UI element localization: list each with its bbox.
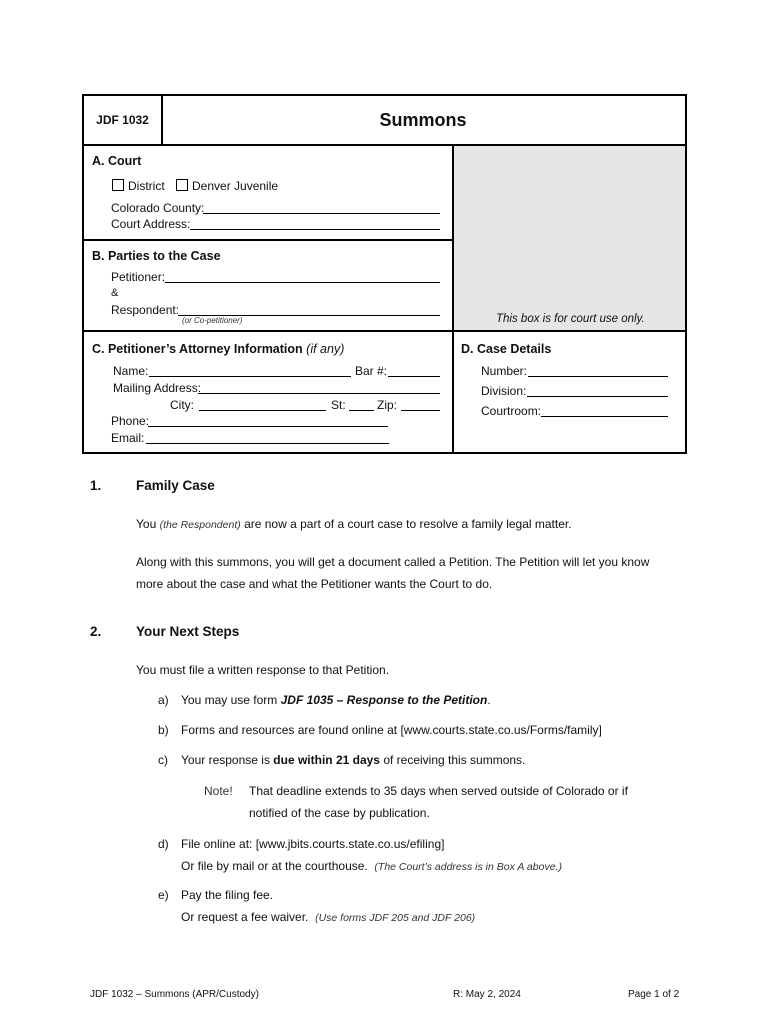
text: Or request a fee waiver. bbox=[181, 910, 309, 924]
step-a-text bbox=[181, 689, 491, 711]
fee-waiver-note: (Use forms JDF 205 and JDF 206) bbox=[315, 912, 476, 924]
section-d-heading: D. Case Details bbox=[461, 342, 552, 356]
step-b-text[interactable]: Forms and resources are found online at [www.courts.state.co.us/Forms/family] bbox=[181, 723, 602, 737]
deadline: due within 21 days bbox=[273, 753, 380, 767]
text: You bbox=[136, 517, 160, 531]
text: Or file by mail or at the courthouse. bbox=[181, 859, 368, 873]
courtroom-field[interactable] bbox=[541, 416, 668, 417]
court-use-note: This box is for court use only. bbox=[496, 313, 645, 325]
city-field[interactable] bbox=[199, 410, 326, 411]
court-use-box bbox=[454, 146, 685, 330]
respondent-label: Respondent: bbox=[111, 303, 180, 317]
page-title: Summons bbox=[379, 109, 467, 130]
step-d-letter: d) bbox=[158, 837, 169, 851]
item-1-heading: Family Case bbox=[136, 478, 215, 493]
phone-field[interactable] bbox=[148, 426, 388, 427]
checkbox-denver-juvenile[interactable] bbox=[176, 179, 278, 193]
row-divider-bc bbox=[84, 330, 685, 332]
note-line-1: That deadline extends to 35 days when served outside of Colorado or if bbox=[249, 784, 628, 798]
court-address-note: (The Court’s address is in Box A above.) bbox=[374, 861, 562, 873]
text: of receiving this summons. bbox=[379, 753, 526, 767]
section-a-heading: A. Court bbox=[92, 154, 142, 168]
item-2-number: 2. bbox=[90, 624, 102, 639]
checkbox-district-label: District bbox=[128, 179, 165, 193]
phone-label: Phone: bbox=[111, 414, 150, 428]
checkbox-box[interactable] bbox=[112, 179, 124, 191]
case-number-field[interactable] bbox=[528, 376, 668, 377]
step-e-line-1: Pay the filing fee. bbox=[181, 888, 274, 902]
form-id: JDF 1032 bbox=[84, 96, 163, 144]
email-field[interactable] bbox=[146, 443, 389, 444]
mailing-address-label: Mailing Address: bbox=[113, 381, 202, 395]
zip-field[interactable] bbox=[401, 410, 440, 411]
form-reference: JDF 1035 – Response to the Petition bbox=[280, 693, 488, 707]
respondent-note: (the Respondent) bbox=[159, 519, 241, 531]
text: Your response is bbox=[181, 753, 274, 767]
county-label: Colorado County: bbox=[111, 201, 205, 215]
courtroom-label: Courtroom: bbox=[481, 404, 542, 418]
text: . bbox=[487, 693, 491, 707]
item-2-intro: You must file a written response to that Petition. bbox=[136, 663, 390, 677]
item-1-number: 1. bbox=[90, 478, 102, 493]
state-label: St: bbox=[331, 398, 346, 412]
state-field[interactable] bbox=[349, 410, 374, 411]
form-header bbox=[82, 94, 687, 146]
mailing-address-field[interactable] bbox=[198, 393, 440, 394]
step-a-letter: a) bbox=[158, 693, 169, 707]
checkbox-box[interactable] bbox=[176, 179, 188, 191]
division-label: Division: bbox=[481, 384, 527, 398]
footer-form-name: JDF 1032 – Summons (APR/Custody) bbox=[90, 989, 259, 1000]
text: are now a part of a court case to resolve a family legal matter. bbox=[240, 517, 572, 531]
step-c-text bbox=[181, 749, 525, 771]
row-divider-ab bbox=[84, 239, 452, 241]
petitioner-field[interactable] bbox=[165, 282, 440, 283]
co-petitioner-note: (or Co-petitioner) bbox=[182, 316, 243, 325]
checkbox-district[interactable] bbox=[112, 179, 165, 193]
item-1-paragraph-2-line-1: Along with this summons, you will get a document called a Petition. The Petition will let you know bbox=[136, 555, 650, 569]
court-address-label: Court Address: bbox=[111, 217, 191, 231]
section-c-note: (if any) bbox=[306, 342, 345, 356]
email-label: Email: bbox=[111, 431, 145, 445]
section-c-heading bbox=[92, 342, 344, 356]
ampersand: & bbox=[111, 287, 119, 299]
footer-revision: R: May 2, 2024 bbox=[453, 989, 521, 1000]
step-d-line-1[interactable]: File online at: [www.jbits.courts.state.co.us/efiling] bbox=[181, 837, 445, 851]
step-e-line-2 bbox=[181, 906, 475, 929]
zip-label: Zip: bbox=[377, 398, 398, 412]
case-number-label: Number: bbox=[481, 364, 528, 378]
item-2-heading: Your Next Steps bbox=[136, 624, 240, 639]
item-1-paragraph-2-line-2: more about the case and what the Petitioner wants the Court to do. bbox=[136, 577, 493, 591]
step-b-letter: b) bbox=[158, 723, 169, 737]
checkbox-denver-label: Denver Juvenile bbox=[192, 179, 279, 193]
step-d-line-2 bbox=[181, 855, 562, 878]
step-e-letter: e) bbox=[158, 888, 169, 902]
county-field[interactable] bbox=[203, 213, 440, 214]
attorney-name-label: Name: bbox=[113, 364, 149, 378]
step-c-letter: c) bbox=[158, 753, 168, 767]
bar-number-label: Bar #: bbox=[355, 364, 388, 378]
section-c-title: C. Petitioner’s Attorney Information bbox=[92, 342, 303, 356]
footer-page-number: Page 1 of 2 bbox=[628, 989, 680, 1000]
court-address-field[interactable] bbox=[190, 229, 440, 230]
division-field[interactable] bbox=[527, 396, 668, 397]
petitioner-label: Petitioner: bbox=[111, 270, 166, 284]
note-label: Note! bbox=[204, 784, 233, 798]
bar-number-field[interactable] bbox=[388, 376, 440, 377]
text: You may use form bbox=[181, 693, 281, 707]
note-line-2: notified of the case by publication. bbox=[249, 806, 430, 820]
city-label: City: bbox=[170, 398, 194, 412]
item-1-paragraph-1 bbox=[136, 513, 572, 536]
section-b-heading: B. Parties to the Case bbox=[92, 249, 221, 263]
attorney-name-field[interactable] bbox=[149, 376, 351, 377]
